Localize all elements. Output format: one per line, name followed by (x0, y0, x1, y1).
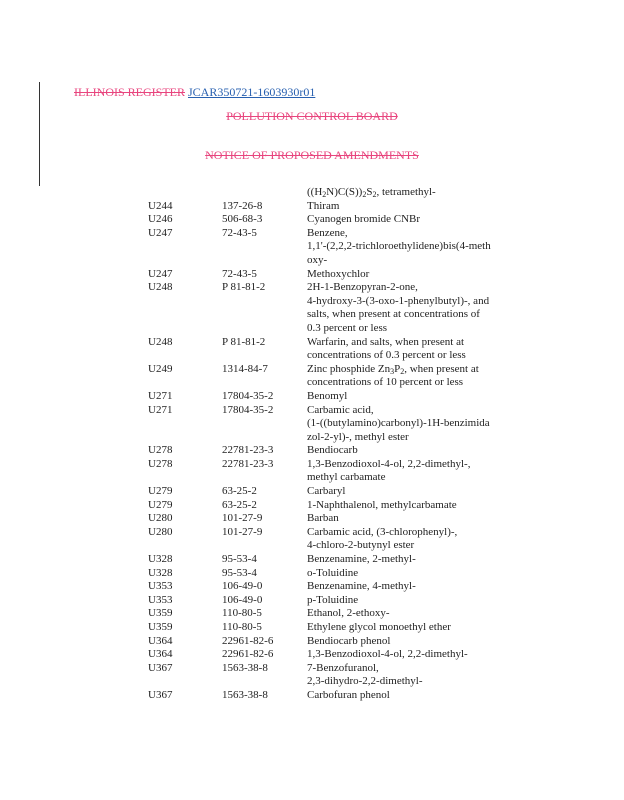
waste-code: U271 (148, 403, 173, 416)
cas-number: 1563-38-8 (222, 661, 268, 674)
cas-number: 63-25-2 (222, 485, 257, 498)
substance-name (307, 227, 517, 268)
substance-name-line: Barban (307, 512, 339, 525)
cas-number: 72-43-5 (222, 226, 257, 239)
waste-code: U280 (148, 525, 173, 538)
hazardous-waste-table (0, 186, 624, 703)
substance-name (307, 336, 517, 363)
table-row (0, 485, 624, 499)
waste-code: U328 (148, 566, 173, 579)
table-row (0, 553, 624, 567)
table-row (0, 363, 624, 390)
substance-name (307, 648, 517, 662)
waste-code: U278 (148, 457, 173, 470)
substance-name-line: 4-hydroxy-3-(3-oxo-1-phenylbutyl)-, and (307, 294, 490, 307)
waste-code: U248 (148, 335, 173, 348)
cas-number: 506-68-3 (222, 213, 263, 226)
table-row (0, 390, 624, 404)
cas-number: 22961-82-6 (222, 648, 274, 661)
substance-name-line: 7-Benzofuranol, (307, 661, 379, 674)
table-row (0, 444, 624, 458)
table-row (0, 404, 624, 445)
cas-number: P 81-81-2 (222, 335, 266, 348)
waste-code: U271 (148, 389, 173, 402)
substance-name-line: Benzenamine, 4-methyl- (307, 580, 416, 593)
substance-name-line: concentrations of 10 percent or less (307, 376, 464, 389)
substance-name (307, 485, 517, 499)
register-link[interactable]: JCAR350721-1603930r01 (188, 85, 316, 99)
cas-number: 95-53-4 (222, 553, 257, 566)
waste-code: U247 (148, 267, 173, 280)
substance-name-line: Cyanogen bromide CNBr (307, 213, 421, 226)
waste-code: U248 (148, 281, 173, 294)
substance-name-line: methyl carbamate (307, 471, 386, 484)
register-label: ILLINOIS REGISTER (74, 85, 185, 99)
substance-name (307, 390, 517, 404)
waste-code: U249 (148, 362, 173, 375)
substance-name-line: p-Toluidine (307, 593, 359, 606)
waste-code: U279 (148, 498, 173, 511)
cas-number: 95-53-4 (222, 566, 257, 579)
substance-name-line: Carbaryl (307, 485, 346, 498)
waste-code: U244 (148, 199, 173, 212)
waste-code: U246 (148, 213, 173, 226)
substance-name-line: Ethylene glycol monoethyl ether (307, 621, 451, 633)
substance-name-line: salts, when present at concentrations of (307, 308, 480, 321)
table-row (0, 186, 624, 200)
table-row (0, 336, 624, 363)
cas-number: 106-49-0 (222, 580, 263, 593)
cas-number: 22961-82-6 (222, 634, 274, 647)
substance-name-line: Thiram (307, 199, 340, 212)
cas-number: 1314-84-7 (222, 362, 268, 375)
cas-number: 137-26-8 (222, 199, 263, 212)
substance-name-line: Bendiocarb (307, 444, 358, 457)
substance-name (307, 635, 517, 649)
substance-name (307, 268, 517, 282)
substance-name (307, 553, 517, 567)
substance-name (307, 444, 517, 458)
waste-code: U353 (148, 580, 173, 593)
cas-number: 22781-23-3 (222, 457, 274, 470)
waste-code: U279 (148, 485, 173, 498)
substance-name-line: Ethanol, 2-ethoxy- (307, 607, 390, 620)
substance-name-line: zol-2-yl)-, methyl ester (307, 430, 409, 443)
substance-name-line: Benomyl (307, 389, 348, 402)
substance-name (307, 526, 517, 553)
substance-name (307, 363, 517, 390)
table-row (0, 526, 624, 553)
cas-number: 110-80-5 (222, 621, 262, 633)
substance-name (307, 621, 517, 635)
waste-code: U278 (148, 444, 173, 457)
substance-name (307, 404, 517, 445)
substance-name-line: 1,3-Benzodioxol-4-ol, 2,2-dimethyl- (307, 648, 468, 661)
cas-number: 110-80-5 (222, 607, 262, 620)
substance-name (307, 594, 517, 608)
substance-name (307, 499, 517, 513)
waste-code: U364 (148, 648, 173, 661)
table-row (0, 458, 624, 485)
waste-code: U359 (148, 621, 173, 633)
substance-name-line: Benzene, (307, 226, 348, 239)
substance-name-line: (1-((butylamino)carbonyl)-1H-benzimida (307, 417, 490, 430)
substance-name (307, 458, 517, 485)
waste-code: U328 (148, 553, 173, 566)
waste-code: U280 (148, 512, 173, 525)
substance-name-line: 4-chloro-2-butynyl ester (307, 539, 415, 552)
substance-name (307, 607, 517, 621)
cas-number: 22781-23-3 (222, 444, 274, 457)
table-row (0, 662, 624, 689)
table-row (0, 621, 624, 635)
table-row (0, 567, 624, 581)
waste-code: U367 (148, 688, 173, 701)
cas-number: 72-43-5 (222, 267, 257, 280)
substance-name-line: 1,1'-(2,2,2-trichloroethylidene)bis(4-meth (307, 240, 491, 253)
cas-number: 17804-35-2 (222, 403, 274, 416)
table-row (0, 635, 624, 649)
substance-name-line: Bendiocarb phenol (307, 634, 391, 647)
register-header (74, 85, 315, 100)
revision-margin-bar (39, 82, 40, 186)
substance-name (307, 567, 517, 581)
cas-number: 1563-38-8 (222, 688, 268, 701)
table-row (0, 227, 624, 268)
waste-code: U367 (148, 661, 173, 674)
cas-number: 63-25-2 (222, 498, 257, 511)
substance-name-line: o-Toluidine (307, 566, 359, 579)
substance-name-line: 1-Naphthalenol, methylcarbamate (307, 498, 457, 511)
substance-name-line: 2,3-dihydro-2,2-dimethyl- (307, 675, 423, 688)
table-row (0, 213, 624, 227)
cas-number: 101-27-9 (222, 512, 263, 525)
substance-name-line: Methoxychlor (307, 267, 370, 280)
substance-name-line: Warfarin, and salts, when present at (307, 335, 465, 348)
substance-name-line: Carbofuran phenol (307, 688, 390, 701)
substance-name (307, 662, 517, 689)
waste-code: U353 (148, 593, 173, 606)
cas-number: 106-49-0 (222, 593, 263, 606)
substance-name-line: concentrations of 0.3 percent or less (307, 349, 466, 362)
substance-name-line: Zinc phosphide $Zn_3P_2$, when present at (307, 362, 479, 376)
table-row (0, 200, 624, 214)
notice-title: NOTICE OF PROPOSED AMENDMENTS (205, 148, 419, 162)
waste-code: U364 (148, 634, 173, 647)
table-row (0, 281, 624, 335)
substance-name-line: 1,3-Benzodioxol-4-ol, 2,2-dimethyl-, (307, 457, 471, 470)
table-row (0, 268, 624, 282)
table-row (0, 648, 624, 662)
cas-number: P 81-81-2 (222, 281, 266, 294)
substance-name (307, 200, 517, 214)
waste-code: U247 (148, 226, 173, 239)
substance-name (307, 689, 517, 703)
substance-name (307, 213, 517, 227)
table-row (0, 580, 624, 594)
table-row (0, 512, 624, 526)
waste-code: U359 (148, 607, 173, 620)
substance-name-line: $((H_2N)C(S))_2S_2$, tetramethyl- (307, 186, 436, 199)
substance-name-line: 2H-1-Benzopyran-2-one, (307, 281, 418, 294)
table-row (0, 499, 624, 513)
substance-name-line: oxy- (307, 253, 328, 266)
substance-name-line: Benzenamine, 2-methyl- (307, 553, 416, 566)
substance-name (307, 580, 517, 594)
table-row (0, 689, 624, 703)
cas-number: 101-27-9 (222, 525, 263, 538)
substance-name-line: 0.3 percent or less (307, 321, 388, 334)
substance-name-line: Carbamic acid, (307, 403, 374, 416)
board-title: POLLUTION CONTROL BOARD (226, 109, 398, 123)
table-row (0, 594, 624, 608)
substance-name (307, 512, 517, 526)
table-row (0, 607, 624, 621)
substance-name-line: Carbamic acid, (3-chlorophenyl)-, (307, 525, 458, 538)
substance-name (307, 281, 517, 335)
substance-name (307, 186, 517, 200)
cas-number: 17804-35-2 (222, 389, 274, 402)
